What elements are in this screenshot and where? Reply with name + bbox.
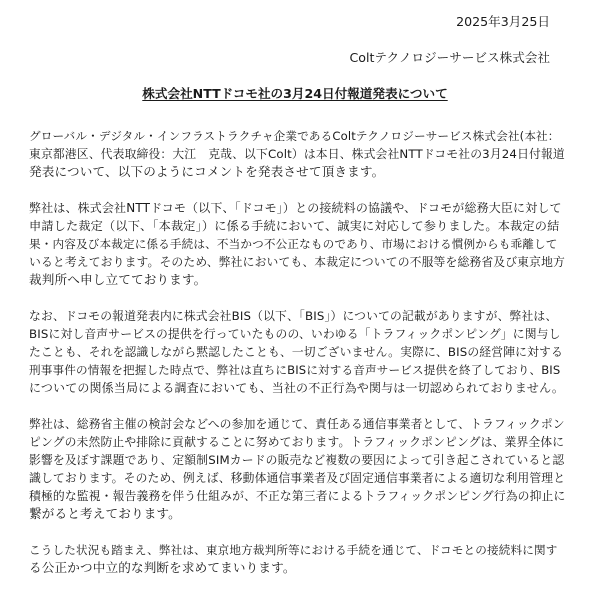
paragraph-line: 繋がると考えております。: [29, 506, 181, 521]
paragraph-line: 発表について、以下のようにコメントを発表させて頂きます。: [29, 164, 385, 179]
paragraph-line: 識しております。そのため、例えば、移動体通信事業者及び固定通信事業者による適切な利用管理と: [29, 471, 566, 485]
paragraph-line: 裁判所へ申し立てております。: [29, 272, 207, 287]
paragraph-line: 積極的な監視・報告義務を伴う仕組みが、不正な第三者によるトラフィックポンピング行為の抑止に: [29, 489, 566, 503]
document-title-text: 株式会社NTTドコモ社の3月24日付報道発表について: [142, 86, 448, 101]
paragraph-1: [29, 127, 565, 181]
document-date: 2025年3月25日: [456, 14, 550, 29]
company-name: Coltテクノロジーサービス株式会社: [349, 50, 550, 65]
paragraph-line: BISに対し音声サービスの提供を行っていたものの、いわゆる「トラフィックポンピング」に関与し: [29, 327, 561, 341]
paragraph-line: こうした状況も踏まえ、弊社は、東京地方裁判所等における手続を通じて、ドコモとの接続料に関す: [29, 543, 558, 557]
paragraph-4: [29, 415, 565, 523]
paragraph-line: 申請した裁定（以下、「本裁定」）に係る手続において、誠実に対応して参りました。本裁定の結: [29, 219, 560, 233]
paragraph-line: 弊社は、株式会社NTTドコモ（以下、「ドコモ」）との接続料の協議や、ドコモが総務大臣に対して: [29, 201, 562, 215]
paragraph-line: 刑事事件の情報を把握した時点で、弊社は直ちにBISに対する音声サービス提供を終了しており、BIS: [29, 363, 561, 377]
paragraph-line: 弊社は、総務省主催の検討会などへの参加を通じて、責任ある通信事業者として、トラフィックポン: [29, 417, 565, 431]
paragraph-line: 東京都港区、代表取締役：大江 克哉、以下Colt）は本日、株式会社NTTドコモ社の3月24日付報道: [29, 147, 565, 161]
paragraph-line: ピングの未然防止や排除に貢献することに努めております。トラフィックポンピングは、業界全体に: [29, 435, 565, 449]
paragraph-line: なお、ドコモの報道発表内に株式会社BIS（以下、「BIS」）についての記載がありますが、弊社は、: [29, 309, 558, 323]
paragraph-line: 影響を及ぼす課題であり、定額制SIMカードの販売など複数の要因によって引き起こされていると認: [29, 453, 565, 467]
paragraph-5: [29, 541, 565, 577]
paragraph-2: [29, 199, 565, 289]
paragraph-line: る公正かつ中立的な判断を求めてまいります。: [29, 560, 296, 575]
paragraph-line: についての関係当局による調査においても、当社の不正行為や関与は一切認められておりません。: [29, 381, 565, 395]
paragraph-line: いると考えております。そのため、弊社においても、本裁定についての不服等を総務省及び東京地方: [29, 255, 565, 269]
paragraph-line: グローバル・デジタル・インフラストラクチャ企業であるColtテクノロジーサービス株式会社(本社：: [29, 129, 560, 143]
paragraph-line: 果・内容及び本裁定に係る手続は、不当かつ不公正なものであり、市場における慣例からも乖離して: [29, 237, 558, 251]
paragraph-3: [29, 307, 565, 397]
document-title: [0, 85, 590, 103]
document-body: [29, 127, 565, 595]
paragraph-line: たことも、それを認識しながら黙認したことも、一切ございません。実際に、BISの経営陣に対する: [29, 345, 563, 359]
